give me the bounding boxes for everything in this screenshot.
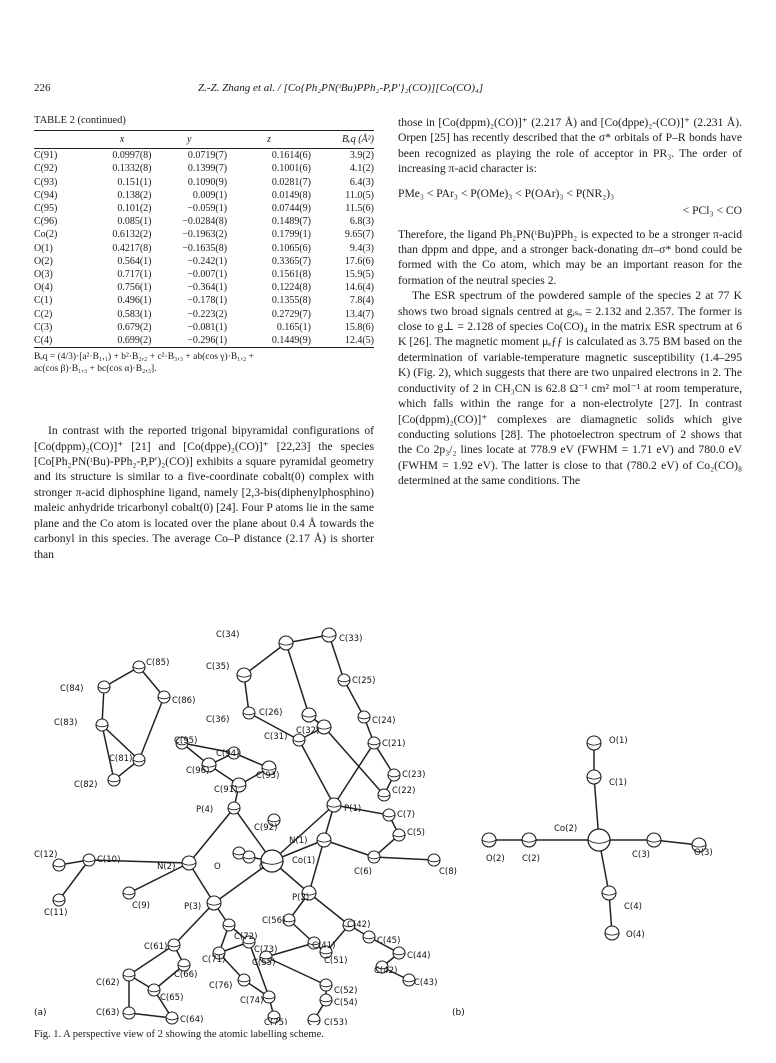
cell-atom: O(3) (34, 269, 53, 281)
cell-z: 0.165(1) (276, 321, 311, 333)
atom-label: C (259, 862, 265, 872)
col-header-beq: Bₑq (Å²) (342, 134, 374, 145)
atom-ellipsoid (368, 851, 380, 863)
cell-beq: 3.9(2) (349, 150, 374, 162)
table-body (34, 149, 374, 347)
atom-label: C(33) (339, 634, 363, 644)
atom-label: C(23) (402, 770, 426, 780)
atom-ellipsoid (428, 854, 440, 866)
atom-ellipsoid (263, 991, 275, 1003)
cell-y: 0.0719(7) (187, 150, 228, 162)
right-column (398, 115, 742, 489)
atom-label: C(52) (334, 986, 358, 996)
atom-ellipsoid (228, 802, 240, 814)
atom-label: C(43) (414, 978, 438, 988)
cell-atom: C(3) (34, 321, 53, 333)
panel-b-label: (b) (452, 1008, 465, 1018)
page-header (0, 82, 776, 100)
cell-x: 0.4217(8) (112, 242, 152, 254)
bond (286, 643, 309, 715)
atom-ellipsoid (279, 636, 293, 650)
atom-label: C(44) (407, 951, 431, 961)
cell-y: 0.009(1) (192, 189, 228, 201)
atom-ellipsoid (588, 829, 610, 851)
cell-atom: O(2) (34, 255, 53, 267)
atom-ellipsoid (123, 1007, 135, 1019)
atom-label: C(96) (186, 766, 210, 776)
cell-beq: 7.8(4) (349, 295, 374, 307)
table-row (34, 149, 374, 162)
cell-z: 0.1224(8) (271, 282, 311, 294)
atom-label: C(66) (174, 970, 198, 980)
atom-ellipsoid (393, 947, 405, 959)
atom-label: O(3) (694, 848, 713, 858)
cell-beq: 15.8(6) (344, 321, 374, 333)
atom-label: C(42) (374, 966, 398, 976)
atom-ellipsoid (243, 707, 255, 719)
cell-y: −0.223(2) (187, 308, 228, 320)
left-column (34, 115, 374, 562)
atom-label: C(35) (206, 662, 230, 672)
table-bottom-rule (34, 347, 374, 348)
atom-label: C(92) (254, 823, 278, 833)
atom-label: C(1) (609, 778, 627, 788)
atom-ellipsoid (53, 859, 65, 871)
atom-label: C(63) (96, 1008, 120, 1018)
atom-label: C(12) (34, 850, 58, 860)
table-row (34, 308, 374, 321)
atom-label: C(8) (439, 867, 457, 877)
atom-label: C(9) (132, 901, 150, 911)
atom-ellipsoid (327, 798, 341, 812)
atom-label: N(2) (157, 862, 176, 872)
atom-ellipsoid (182, 856, 196, 870)
left-paragraph: In contrast with the reported trigonal bipyramidal configurations of [Co(dppm)₂(CO)]⁺ [21] and [Co(dppe)₂(CO)]⁺ [22,23] the species [Co[Ph₂PN(ᵗBu)-PPh₂-P,P′)₂(CO)] exhibits a square pyramidal geometry and its structure is similar to a five-coordinate cobalt(0) complex with stronger π-acid diphosphine ligand, namely [2,3-bis(diphenylphosphino) maleic anhydride tricarbonyl cobalt(0) [24]. Four P atoms lie in the same plane and the Co atom is located over the plane about 0.4 Å towards the carbonyl in this species. The average Co–P distance (2.17 Å) is shorter than (34, 424, 374, 561)
atom-label: C(86) (172, 696, 196, 706)
atom-label: C(84) (60, 684, 84, 694)
atom-label: C(93) (256, 771, 280, 781)
atom-label: C(22) (392, 786, 416, 796)
cell-beq: 11.0(5) (345, 189, 374, 201)
cell-x: 0.0997(8) (112, 150, 152, 162)
cell-z: 0.0149(8) (271, 189, 311, 201)
table-row (34, 228, 374, 241)
cell-z: 0.1355(8) (271, 295, 311, 307)
coordinates-table (34, 131, 374, 347)
formula-line-2: < PCl₃ < CO (682, 203, 742, 217)
footnote-line-1: Bₑq = (4/3)·[a²·B₁,₁) + b²·B₂,₂ + c²·B₃,₃ + ab(cos γ)·B₁,₂ + (34, 352, 254, 363)
atom-label: C(76) (209, 981, 233, 991)
atom-ellipsoid (522, 833, 536, 847)
atom-ellipsoid (207, 896, 221, 910)
atom-ellipsoid (83, 854, 95, 866)
atom-ellipsoid (317, 833, 331, 847)
cell-y: −0.1963(2) (182, 229, 228, 241)
cell-y: 0.1399(7) (187, 163, 228, 175)
table-row (34, 294, 374, 307)
atom-label: C(81) (109, 754, 133, 764)
cell-z: 0.1561(8) (271, 269, 311, 281)
atom-label: C(34) (216, 630, 240, 640)
cell-atom: O(4) (34, 282, 53, 294)
cell-beq: 6.4(3) (349, 176, 374, 188)
atom-ellipsoid (133, 661, 145, 673)
cell-x: 0.1332(8) (112, 163, 152, 175)
cell-beq: 11.5(6) (345, 203, 374, 215)
cell-beq: 17.6(6) (344, 255, 374, 267)
col-header-atom (34, 131, 93, 148)
cell-y: −0.007(1) (187, 269, 228, 281)
cell-z: 0.1449(9) (271, 335, 311, 347)
col-header-x: x (119, 134, 125, 145)
cell-y: −0.081(1) (187, 321, 228, 333)
bond (102, 725, 114, 780)
atom-label: C(31) (264, 732, 288, 742)
cell-z: 0.1799(1) (271, 229, 311, 241)
atom-label: C(10) (97, 855, 121, 865)
atom-label: C(56) (262, 916, 286, 926)
cell-beq: 6.8(3) (349, 216, 374, 228)
atom-ellipsoid (647, 833, 661, 847)
atom-label: C(62) (96, 978, 120, 988)
atom-ellipsoid (168, 939, 180, 951)
atom-label: C(95) (174, 736, 198, 746)
cell-atom: C(91) (34, 150, 58, 162)
cell-atom: C(95) (34, 203, 58, 215)
atom-ellipsoid (602, 886, 616, 900)
footnote-line-2: ac(cos β)·B₁,₃ + bc(cos α)·B₂,₃]. (34, 364, 157, 375)
atom-ellipsoid (482, 833, 496, 847)
cell-atom: C(1) (34, 295, 53, 307)
atom-label: C(25) (352, 676, 376, 686)
table-row (34, 162, 374, 175)
cell-atom: Co(2) (34, 229, 58, 241)
figure-1 (34, 625, 754, 1025)
atom-label: C(54) (334, 998, 358, 1008)
atom-ellipsoid (123, 887, 135, 899)
atom-label: C(3) (632, 850, 650, 860)
cell-x: 0.699(2) (117, 335, 152, 347)
atom-ellipsoid (238, 974, 250, 986)
cell-x: 0.679(2) (117, 321, 152, 333)
cell-x: 0.496(1) (117, 295, 152, 307)
cell-atom: O(1) (34, 242, 53, 254)
atom-ellipsoid (98, 681, 110, 693)
atom-ellipsoid (368, 737, 380, 749)
right-paragraph-1: those in [Co(dppm)₂(CO)]⁺ (2.217 Å) and [Co(dppe)₂-(CO)]⁺ (2.231 Å). Orpen [25] has recently described that the σ* orbitals of P–R bonds have been recognized as playing the role of acceptor in PR₃. The order of increasing π-acid character is: (398, 116, 742, 176)
table-row (34, 176, 374, 189)
cell-atom: C(92) (34, 163, 58, 175)
bond (139, 697, 164, 760)
atom-ellipsoid (587, 770, 601, 784)
atom-ellipsoid (320, 994, 332, 1006)
table-row (34, 255, 374, 268)
atom-ellipsoid (148, 984, 160, 996)
atom-ellipsoid (133, 754, 145, 766)
atom-label: C(73) (254, 945, 278, 955)
atom-label: P(4) (196, 805, 214, 815)
atom-label: C(94) (216, 749, 240, 759)
atom-ellipsoid (338, 674, 350, 686)
atom-ellipsoid (53, 894, 65, 906)
cell-x: 0.151(1) (117, 176, 152, 188)
atom-label: C(72) (234, 932, 258, 942)
cell-beq: 4.1(2) (349, 163, 374, 175)
figure-caption: Fig. 1. A perspective view of 2 showing the atomic labelling scheme. (34, 1029, 324, 1040)
table-row (34, 215, 374, 228)
atom-label: C(36) (206, 715, 230, 725)
atom-ellipsoid (223, 919, 235, 931)
atom-ellipsoid (605, 926, 619, 940)
atom-label: O(2) (486, 854, 505, 864)
cell-beq: 13.4(7) (344, 308, 374, 320)
cell-beq: 12.4(5) (344, 335, 374, 347)
table-header-row (34, 131, 374, 148)
atom-label: C(26) (259, 708, 283, 718)
atom-ellipsoid (166, 1012, 178, 1024)
running-title: Z.-Z. Zhang et al. / [Co{Ph₂PN(ᵗBu)PPh₂-P,P′}₂(CO)][Co(CO)₄] (198, 82, 484, 94)
atom-label: C(21) (382, 739, 406, 749)
atom-ellipsoid (358, 711, 370, 723)
atom-ellipsoid (308, 1014, 320, 1025)
col-header-z: z (267, 134, 271, 145)
table-row (34, 281, 374, 294)
cell-atom: C(4) (34, 335, 53, 347)
bond (309, 840, 324, 893)
atom-label: C(5) (407, 828, 425, 838)
table-row (34, 334, 374, 347)
atom-ellipsoid (378, 789, 390, 801)
atom-label: P(1) (344, 804, 362, 814)
atom-ellipsoid (96, 719, 108, 731)
cell-y: −0.059(1) (187, 203, 228, 215)
bond (334, 805, 389, 815)
cell-z: 0.2729(7) (271, 308, 311, 320)
atom-ellipsoid (158, 691, 170, 703)
right-paragraph-3: The ESR spectrum of the powdered sample of the species 2 at 77 K shows two broad signals centred at gᵢₛₒ = 2.132 and 2.357. The former is close to g⊥ = 2.128 of species Co(CO)₄ in the matrix ESR spectrum at 6 K [26]. The magnetic moment μₑƒƒ is calculated as 3.75 BM based on the determination of variable-temperature magnetic susceptibility (1.4–295 K) (Fig. 2), which suggests that there are two unpaired electrons in 2. The conductivity of 2 in CH₃CN is 62.8 Ω⁻¹ cm² mol⁻¹ at room temperature, which falls within the range for a non-electrolyte [27]. In contrast [Co(dppm)₂(CO)]⁺ complexes are diamagnetic solids which give conducting solutions [28]. The photoelectron spectrum of 2 shows that the Co 2p₃/₂ lines locate at 778.9 eV (FWHM = 1.71 eV) and 780.0 eV (FWHM = 1.92 eV). The latter is close to that (780.2 eV) of Co₂(CO)₈ determined at the same conditions. The (398, 289, 742, 488)
formula-line-1: PMe₃ < PAr₃ < P(OMe)₃ < P(OAr)₃ < P(NR₂)₃ (398, 186, 615, 200)
atom-label: C(64) (180, 1015, 204, 1025)
cell-y: −0.1635(8) (182, 242, 228, 254)
atom-ellipsoid (388, 769, 400, 781)
table-row (34, 189, 374, 202)
bond (374, 857, 434, 860)
atom-label: N(1) (289, 836, 308, 846)
atom-label: C(71) (202, 955, 226, 965)
bond (244, 643, 286, 675)
atom-label: C(6) (354, 867, 372, 877)
atom-label: P(2) (292, 893, 310, 903)
cell-x: 0.085(1) (117, 216, 152, 228)
atom-ellipsoid (587, 736, 601, 750)
cell-z: 0.1614(6) (271, 150, 311, 162)
cell-y: −0.296(1) (187, 335, 228, 347)
atom-label: Co(2) (554, 824, 578, 834)
atom-ellipsoid (237, 668, 251, 682)
bond (324, 840, 374, 857)
right-paragraph-2: Therefore, the ligand Ph₂PN(ᵗBu)PPh₂ is expected to be a stronger π-acid than dppm and dppe, and a stronger back-donating dπ–σ* bond could be formed with the Co atom, which may be an important reason for the formation of the neutral species 2. (398, 227, 742, 287)
atom-label: O(1) (609, 736, 628, 746)
atom-ellipsoid (243, 851, 255, 863)
bond (299, 740, 334, 805)
atom-ellipsoid (302, 708, 316, 722)
cell-x: 0.583(1) (117, 308, 152, 320)
atom-label: C(91) (214, 785, 238, 795)
cell-y: −0.178(1) (187, 295, 228, 307)
cell-x: 0.138(2) (117, 189, 152, 201)
atom-ellipsoid (393, 829, 405, 841)
atom-label: C(61) (144, 942, 168, 952)
atom-ellipsoid (108, 774, 120, 786)
bond (189, 808, 234, 863)
table-footnote (34, 351, 334, 375)
atom-label: C(74) (240, 996, 264, 1006)
col-header-y: y (187, 134, 192, 145)
atom-ellipsoid (320, 979, 332, 991)
bond (309, 893, 349, 925)
atom-label: C(32) (296, 726, 320, 736)
atom-ellipsoid (123, 969, 135, 981)
atom-label: C(2) (522, 854, 540, 864)
table-row (34, 321, 374, 334)
cell-x: 0.101(2) (117, 203, 152, 215)
atom-ellipsoid (383, 809, 395, 821)
cell-z: 0.1065(6) (271, 242, 311, 254)
atom-label: C(53) (324, 1018, 348, 1025)
cell-y: −0.0284(8) (182, 216, 228, 228)
cell-x: 0.6132(2) (112, 229, 152, 241)
atom-label: Co(1) (292, 856, 316, 866)
atom-label: C(82) (74, 780, 98, 790)
atom-label: O (214, 862, 221, 872)
atom-label: O(4) (626, 930, 645, 940)
atom-label: C(83) (54, 718, 78, 728)
atom-label: C(45) (377, 936, 401, 946)
cell-y: −0.364(1) (187, 282, 228, 294)
cell-beq: 15.9(5) (344, 269, 374, 281)
page-number: 226 (34, 82, 51, 94)
cell-z: 0.0281(7) (271, 176, 311, 188)
table-row (34, 242, 374, 255)
cell-z: 0.3365(7) (271, 255, 311, 267)
bond (334, 743, 374, 805)
atom-label: C(11) (44, 908, 68, 918)
atom-label: C(51) (324, 956, 348, 966)
cell-beq: 14.6(4) (344, 282, 374, 294)
atom-label: C(42) (347, 920, 371, 930)
atom-label: C(41) (312, 941, 336, 951)
table-title: TABLE 2 (continued) (34, 115, 126, 126)
cell-x: 0.564(1) (117, 255, 152, 267)
molecular-structure-drawing (34, 625, 754, 1025)
cell-atom: C(2) (34, 308, 53, 320)
cell-y: −0.242(1) (187, 255, 228, 267)
atom-ellipsoid (322, 628, 336, 642)
cell-x: 0.717(1) (117, 269, 152, 281)
atom-label: P(3) (184, 902, 202, 912)
cell-y: 0.1090(9) (187, 176, 228, 188)
cell-atom: C(96) (34, 216, 58, 228)
cell-z: 0.0744(9) (271, 203, 311, 215)
cell-z: 0.1001(6) (271, 163, 311, 175)
atom-label: C(7) (397, 810, 415, 820)
table-row (34, 202, 374, 215)
atom-label: C(75) (264, 1018, 288, 1025)
panel-a-label: (a) (34, 1008, 47, 1018)
atom-label: C(65) (160, 993, 184, 1003)
cell-z: 0.1489(7) (271, 216, 311, 228)
atom-label: C(85) (146, 658, 170, 668)
cell-beq: 9.4(3) (349, 242, 374, 254)
atom-label: C(24) (372, 716, 396, 726)
atom-label: C(4) (624, 902, 642, 912)
atom-label: C(55) (252, 958, 276, 968)
table-row (34, 268, 374, 281)
cell-x: 0.756(1) (117, 282, 152, 294)
cell-atom: C(93) (34, 176, 58, 188)
atom-ellipsoid (363, 931, 375, 943)
cell-beq: 9.65(7) (344, 229, 374, 241)
cell-atom: C(94) (34, 189, 58, 201)
